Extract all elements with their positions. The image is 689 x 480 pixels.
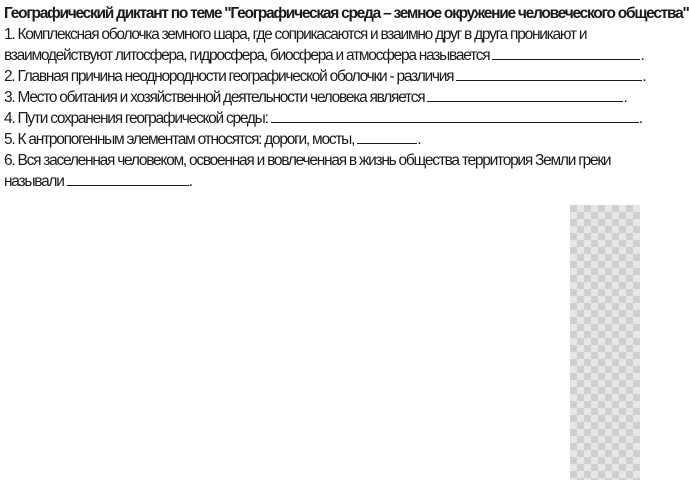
- question-1: [4, 24, 644, 66]
- answer-blank-4[interactable]: [271, 108, 639, 123]
- question-4-text: 4. Пути сохранения географической среды:: [4, 110, 268, 127]
- answer-blank-3[interactable]: [427, 87, 623, 102]
- question-4: [4, 108, 640, 129]
- question-1-line-1: 1. Комплексная оболочка земного шара, где соприкасаются и взаимно друг в друга проникают и: [4, 26, 587, 43]
- answer-blank-1[interactable]: [492, 45, 640, 60]
- question-5: [4, 129, 640, 150]
- question-5-end: .: [417, 131, 421, 148]
- dictation-text: [4, 4, 689, 192]
- question-2-text: 2. Главная причина неоднородности географической оболочки - различия: [4, 68, 454, 85]
- question-1-line-2: взаимодействуют литосфера, гидросфера, биосфера и атмосфера называется: [4, 47, 490, 64]
- question-6-line-2: называли: [4, 173, 64, 190]
- question-6: [4, 150, 640, 192]
- decorative-pattern: [570, 205, 640, 480]
- question-5-text: 5. К антропогенным элементам относятся: дороги, мосты,: [4, 131, 355, 148]
- answer-blank-5[interactable]: [357, 129, 417, 144]
- question-6-end: .: [188, 173, 192, 190]
- question-4-end: .: [638, 110, 642, 127]
- page-title: Географический диктант по теме "Географическая среда – земное окружение человеческого общества": [4, 5, 689, 22]
- question-1-end: .: [640, 47, 644, 64]
- question-3-text: 3. Место обитания и хозяйственной деятельности человека является: [4, 89, 425, 106]
- question-2-end: .: [642, 68, 646, 85]
- question-2: [4, 66, 646, 87]
- answer-blank-6[interactable]: [67, 171, 189, 186]
- answer-blank-2[interactable]: [456, 66, 642, 81]
- question-3-end: .: [623, 89, 627, 106]
- question-6-line-1: 6. Вся заселенная человеком, освоенная и вовлеченная в жизнь общества территория Земли греки: [4, 152, 611, 169]
- question-3: [4, 87, 640, 108]
